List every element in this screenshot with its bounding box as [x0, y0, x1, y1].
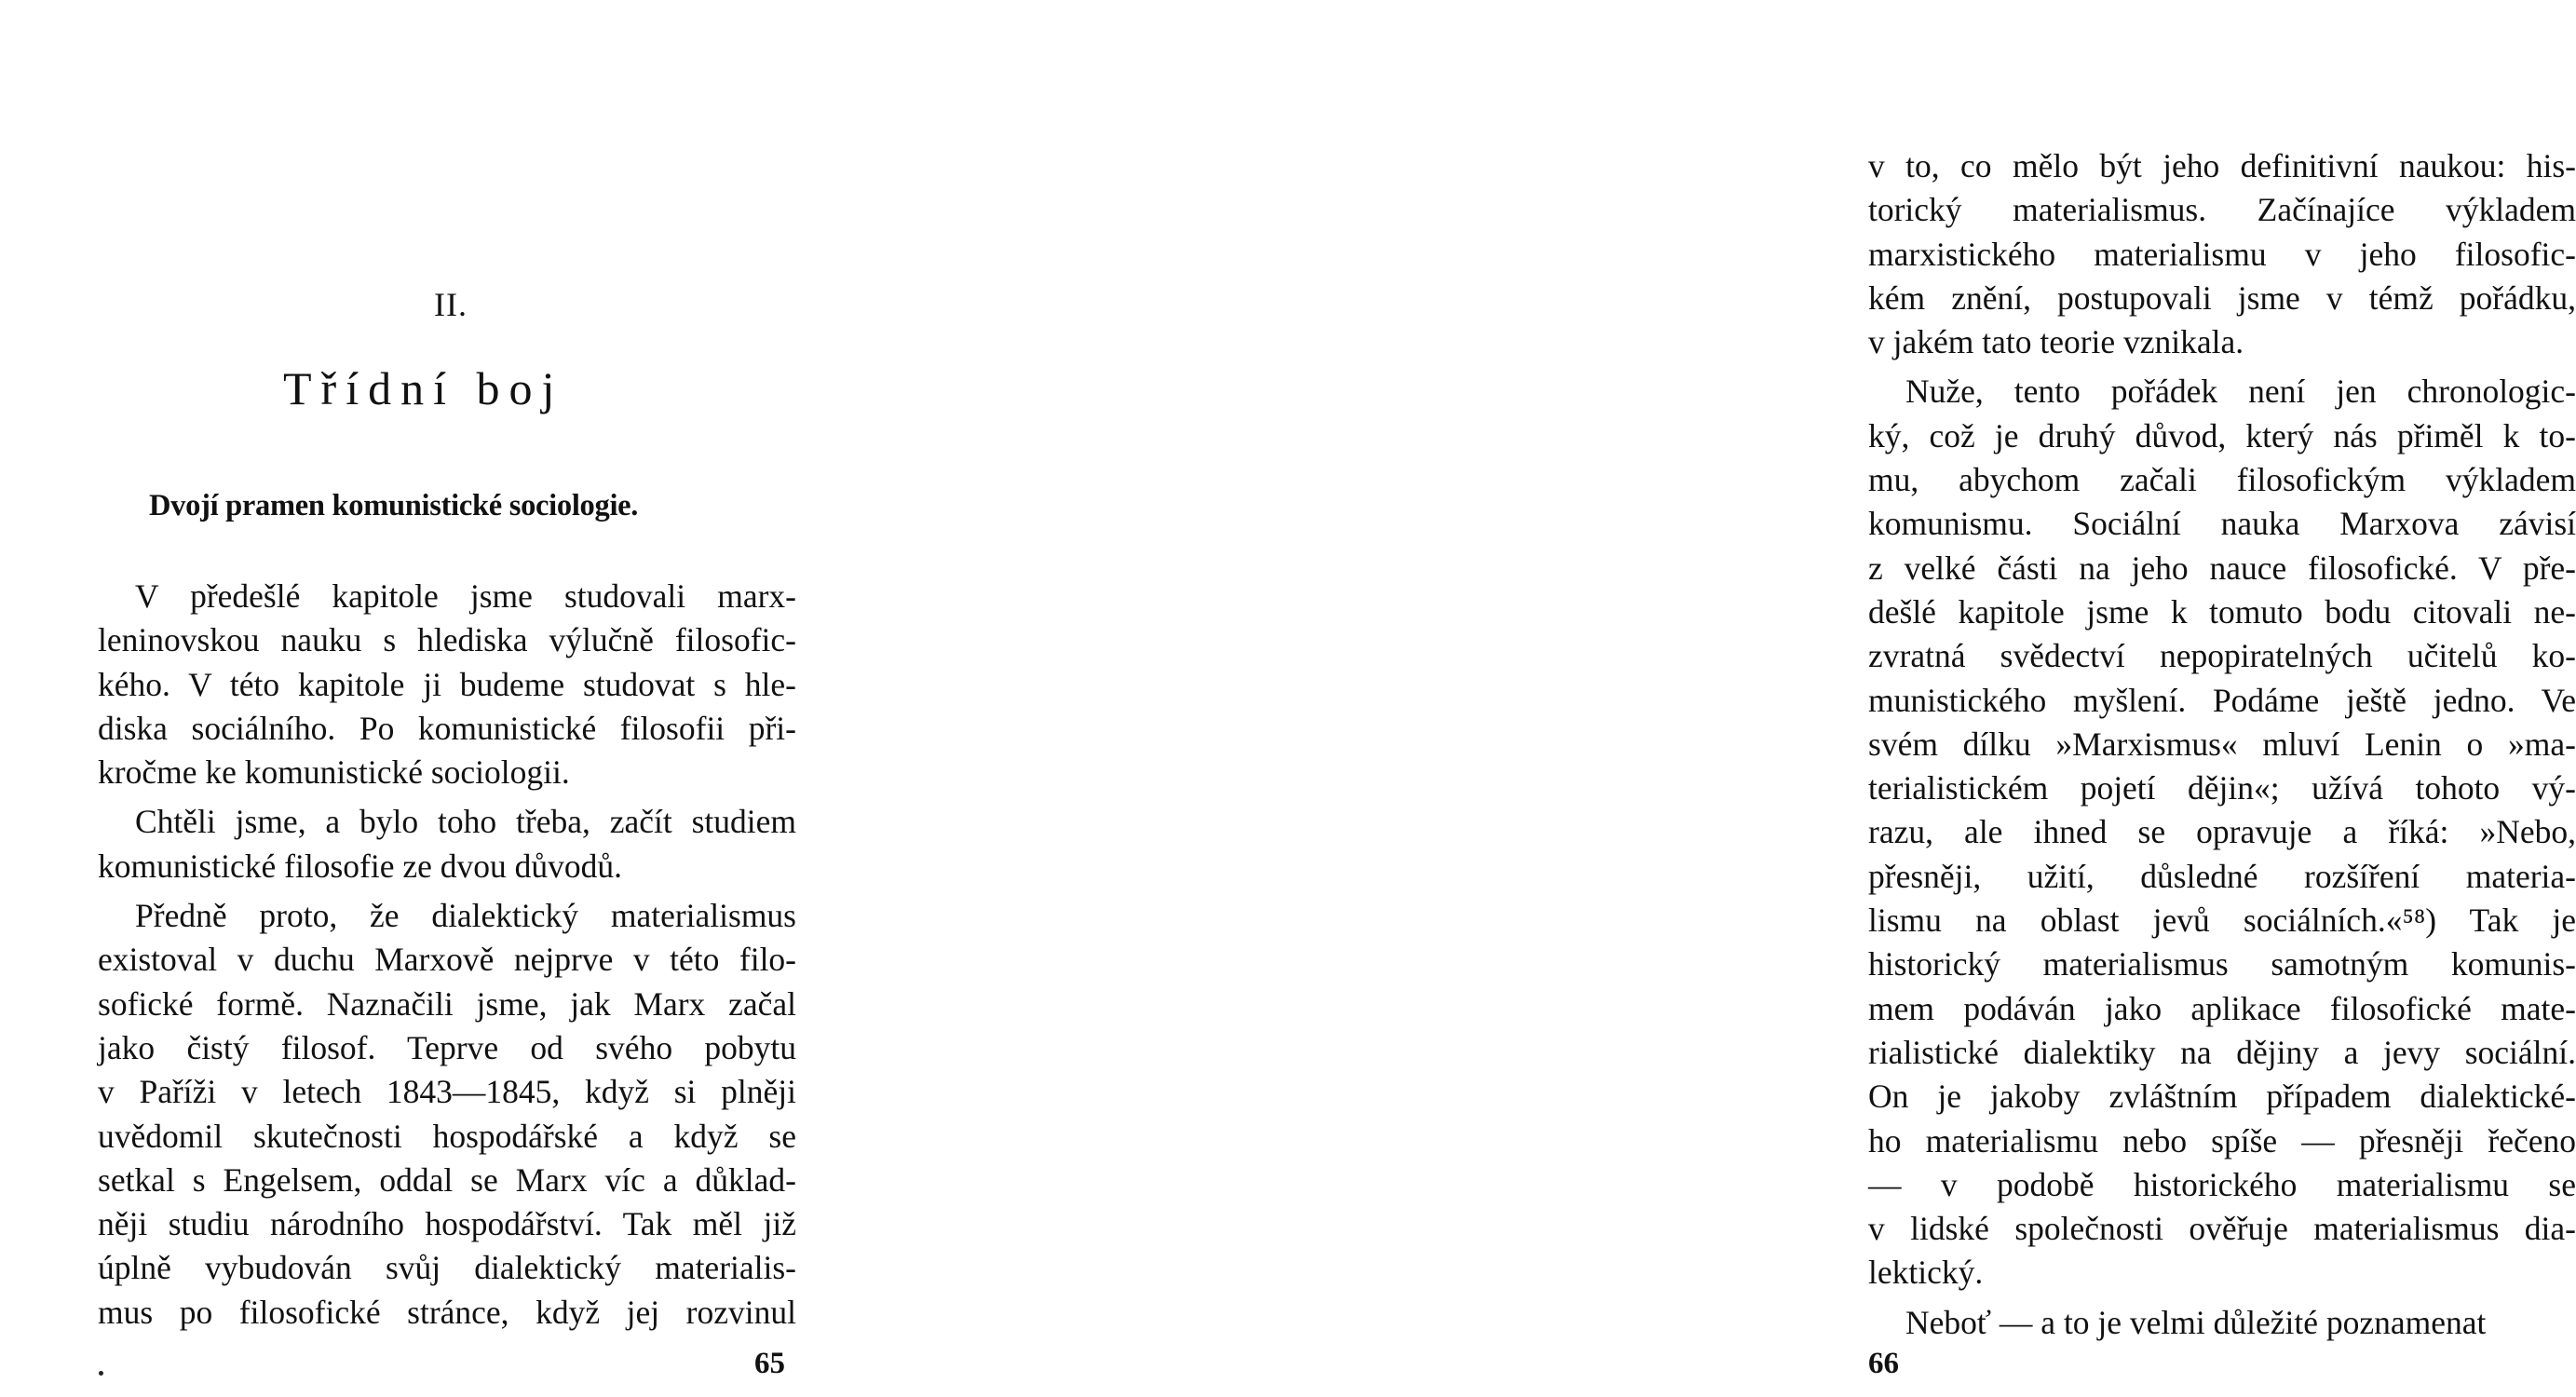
text-line: ho materialismu nebo spíše — přesněji řečeno	[1868, 1121, 2576, 1160]
text-line: historický materialismus samotným komunis-	[1868, 945, 2576, 983]
text-line: v lidské společnosti ověřuje materialismus dia-	[1868, 1210, 2576, 1248]
text-line: marxistického materialismu v jeho filosofic-	[1868, 235, 2576, 273]
right-page-body	[1868, 144, 2576, 1345]
text-line: Předně proto, že dialektický materialismus	[135, 897, 796, 935]
text-line: torický materialismus. Začínajíce výkladem	[1868, 191, 2576, 229]
text-line: dešlé kapitole jsme k tomuto bodu citovali ne-	[1868, 592, 2576, 631]
text-line: lektický.	[1868, 1254, 1984, 1292]
text-line: komunismu. Sociální nauka Marxova závisí	[1868, 505, 2576, 543]
text-line: úplně vybudován svůj dialektický materialis-	[98, 1249, 796, 1287]
text-line: zvratná svědectví nepopiratelných učitelů ko-	[1868, 637, 2576, 675]
text-line: diska sociálního. Po komunistické filosofii při-	[98, 709, 796, 747]
text-line: sofické formě. Naznačili jsme, jak Marx začal	[98, 984, 796, 1023]
text-line: existoval v duchu Marxově nejprve v této filo-	[98, 941, 796, 979]
text-line: svém dílku »Marxismus« mluví Lenin o »ma-	[1868, 725, 2576, 763]
text-line: razu, ale ihned se opravuje a říká: »Nebo,	[1868, 813, 2576, 851]
text-line: On je jakoby zvláštním případem dialektické-	[1868, 1078, 2576, 1116]
text-line: komunistické filosofie ze dvou důvodů.	[98, 847, 622, 885]
text-line: ký, což je druhý důvod, který nás přiměl k to-	[1868, 416, 2576, 454]
text-line: něji studiu národního hospodářství. Tak měl již	[98, 1205, 796, 1243]
chapter-number: II.	[434, 286, 468, 323]
text-line: rialistické dialektiky na dějiny a jevy sociální.	[1868, 1033, 2576, 1071]
text-line: terialistickém pojetí dějin«; užívá tohoto vý-	[1868, 769, 2576, 807]
section-heading: Dvojí pramen komunistické sociologie.	[149, 489, 639, 522]
page-number: 66	[1868, 1347, 1899, 1380]
text-line: Chtěli jsme, a bylo toho třeba, začít studiem	[135, 803, 796, 841]
text-line: lismu na oblast jevů sociálních.«⁵⁸) Tak je	[1868, 902, 2576, 940]
text-line: — v podobě historického materialismu se	[1868, 1165, 2576, 1203]
text-line: uvědomil skutečnosti hospodářské a když se	[98, 1117, 796, 1155]
text-line: setkal s Engelsem, oddal se Marx víc a důklad-	[98, 1160, 796, 1199]
text-line: mem podáván jako aplikace filosofické mate-	[1868, 989, 2576, 1027]
text-line: leninovskou nauku s hlediska výlučně filosofic-	[98, 621, 796, 659]
left-page-body	[98, 575, 796, 1335]
chapter-title: Třídní boj	[283, 362, 564, 414]
text-line: Nuže, tento pořádek není jen chronologic-	[1905, 373, 2576, 411]
left-page	[0, 0, 884, 1397]
text-line: z velké části na jeho nauce filosofické. V pře-	[1868, 549, 2576, 587]
text-line: mu, abychom začali filosofickým výkladem	[1868, 461, 2576, 499]
text-line: mus po filosofické stránce, když jej rozvinul	[98, 1293, 796, 1331]
margin-dot	[99, 1371, 103, 1376]
text-line: kém znění, postupovali jsme v témž pořádku,	[1868, 278, 2576, 317]
text-line: přesněji, užití, důsledné rozšíření materia-	[1868, 857, 2576, 895]
text-line: V předešlé kapitole jsme studovali marx-	[135, 577, 796, 615]
text-line: kého. V této kapitole ji budeme studovat s hle-	[98, 665, 796, 703]
text-line: v jakém tato teorie vznikala.	[1868, 323, 2244, 361]
text-line: kročme ke komunistické sociologii.	[98, 753, 570, 792]
text-line: munistického myšlení. Podáme ještě jedno. Ve	[1868, 681, 2576, 719]
text-line: jako čistý filosof. Teprve od svého pobytu	[98, 1028, 796, 1066]
page-number: 65	[754, 1347, 785, 1380]
text-line: v to, co mělo být jeho definitivní naukou: his-	[1868, 147, 2576, 184]
text-line: Neboť — a to je velmi důležité poznamenat	[1905, 1303, 2487, 1341]
right-page	[884, 0, 2576, 1397]
text-line: v Paříži v letech 1843—1845, když si plněji	[98, 1073, 796, 1111]
